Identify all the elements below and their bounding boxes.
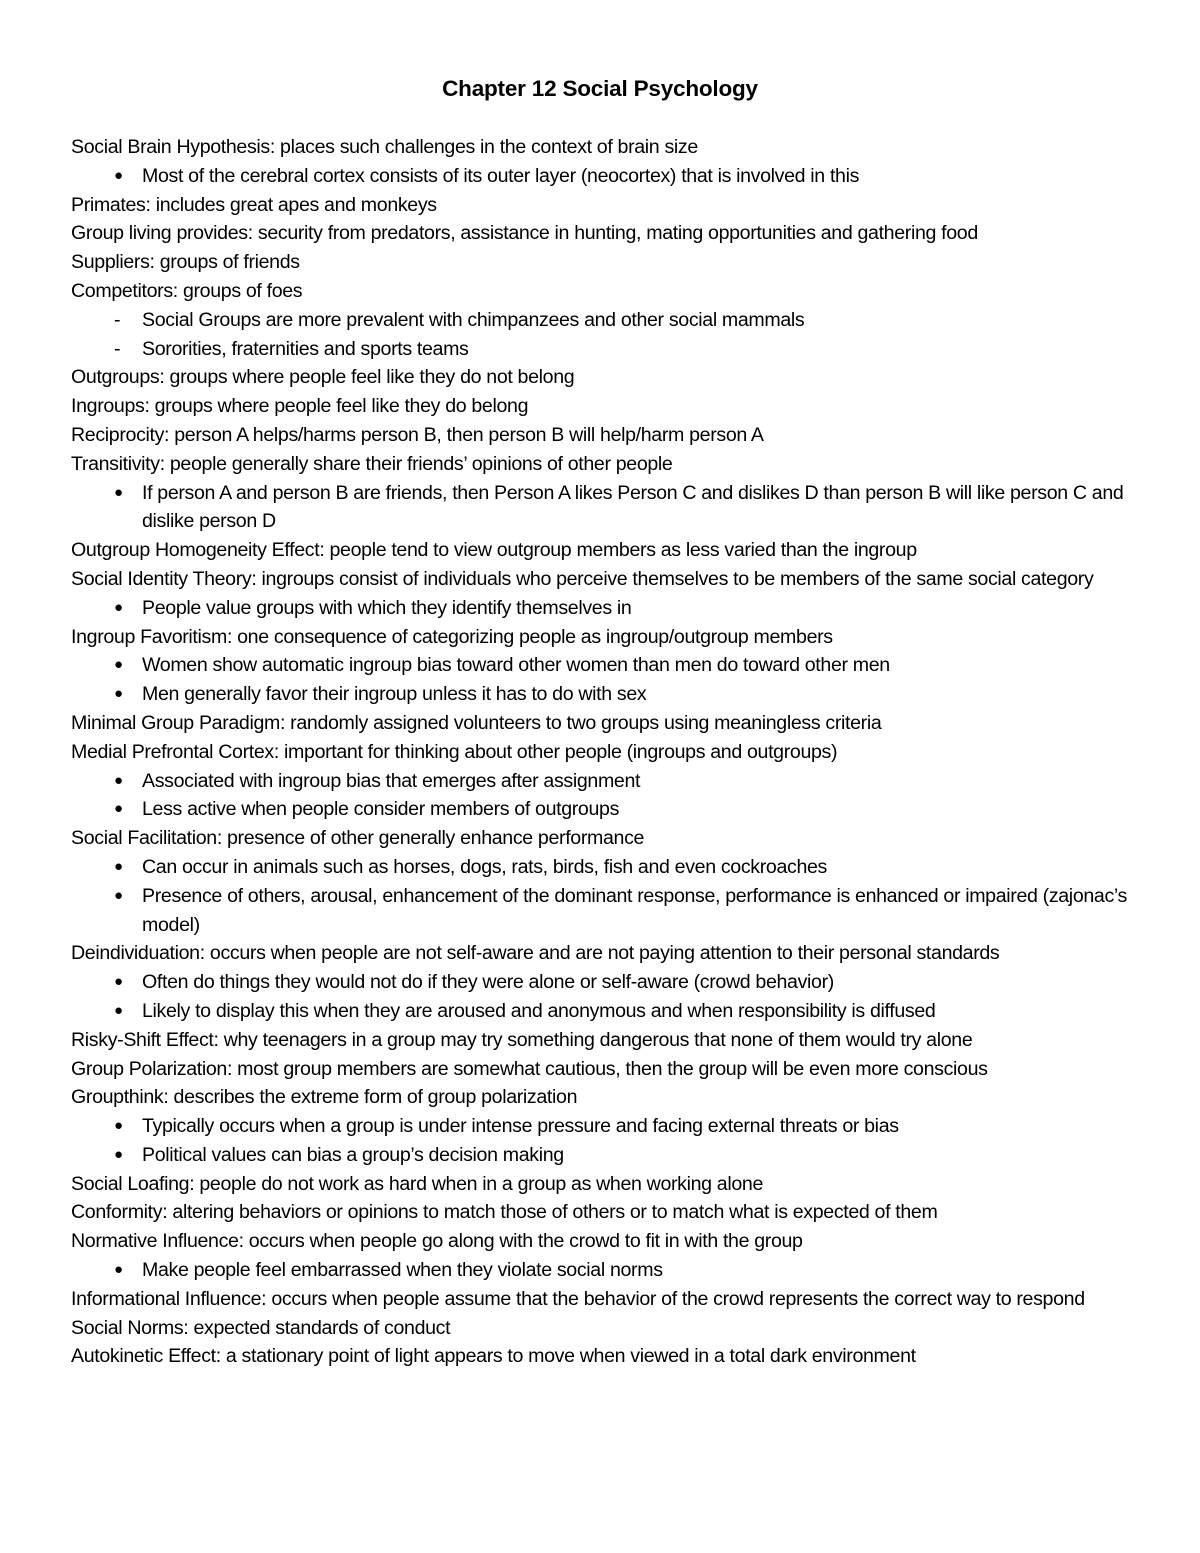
- bullet-marker: ●: [114, 886, 123, 904]
- note-line: [71, 191, 1131, 220]
- note-line: [71, 392, 1131, 421]
- bullet-item: [71, 162, 1131, 191]
- line-text: Competitors: groups of foes: [71, 279, 303, 302]
- note-line: [71, 824, 1131, 853]
- note-line: [71, 939, 1131, 968]
- line-text: People value groups with which they identify themselves in: [142, 596, 632, 619]
- note-line: [71, 219, 1131, 248]
- line-text: Men generally favor their ingroup unless it has to do with sex: [142, 683, 647, 706]
- line-text: Social Facilitation: presence of other generally enhance performance: [71, 827, 645, 850]
- line-text: Ingroup Favoritism: one consequence of categorizing people as ingroup/outgroup members: [71, 625, 833, 648]
- dash-item: [71, 306, 1131, 335]
- bullet-item: [71, 795, 1131, 824]
- note-line: [71, 1227, 1131, 1256]
- line-text: Reciprocity: person A helps/harms person B, then person B will help/harm person A: [71, 423, 764, 446]
- line-text: Typically occurs when a group is under intense pressure and facing external threats or bias: [142, 1115, 899, 1138]
- line-text: Ingroups: groups where people feel like they do belong: [71, 395, 529, 418]
- line-text: Political values can bias a group’s decision making: [142, 1143, 564, 1166]
- line-text: Minimal Group Paradigm: randomly assigned volunteers to two groups using meaningless criteria: [71, 711, 882, 734]
- line-text: Social Groups are more prevalent with chimpanzees and other social mammals: [142, 308, 805, 331]
- bullet-item: [71, 680, 1131, 709]
- note-line: [71, 133, 1131, 162]
- bullet-marker: ●: [114, 656, 123, 674]
- bullet-marker: ●: [114, 166, 123, 184]
- line-text: Social Brain Hypothesis: places such challenges in the context of brain size: [71, 136, 698, 158]
- line-text: Transitivity: people generally share their friends’ opinions of other people: [71, 452, 673, 475]
- line-text: Associated with ingroup bias that emerges after assignment: [142, 769, 641, 792]
- line-text: Risky-Shift Effect: why teenagers in a group may try something dangerous that none of them would try alone: [71, 1028, 973, 1051]
- line-text: Social Identity Theory: ingroups consist of individuals who perceive themselves to be members of the same social category: [71, 567, 1094, 590]
- line-text: Primates: includes great apes and monkeys: [71, 193, 437, 216]
- bullet-marker: ●: [114, 771, 123, 789]
- note-line: [71, 1083, 1131, 1112]
- line-text: Can occur in animals such as horses, dogs, rats, birds, fish and even cockroaches: [142, 855, 827, 878]
- notes-body: [71, 133, 1131, 1371]
- bullet-item: [71, 767, 1131, 796]
- line-text: Informational Influence: occurs when people assume that the behavior of the crowd represents the correct way to respond: [71, 1287, 1085, 1310]
- line-text: Autokinetic Effect: a stationary point of light appears to move when viewed in a total dark environment: [71, 1345, 916, 1368]
- note-line: [71, 738, 1131, 767]
- bullet-item: [71, 1112, 1131, 1141]
- note-line: [71, 363, 1131, 392]
- line-text: Medial Prefrontal Cortex: important for thinking about other people (ingroups and outgroups): [71, 740, 838, 763]
- line-text: Suppliers: groups of friends: [71, 251, 300, 274]
- dash-marker: -: [114, 337, 121, 360]
- bullet-marker: ●: [114, 685, 123, 703]
- line-text: Most of the cerebral cortex consists of its outer layer (neocortex) that is involved in this: [142, 164, 860, 187]
- bullet-item: [71, 1256, 1131, 1285]
- bullet-marker: ●: [114, 1261, 123, 1279]
- dash-item: [71, 335, 1131, 364]
- bullet-marker: ●: [114, 1145, 123, 1163]
- line-text: Likely to display this when they are aroused and anonymous and when responsibility is diffused: [142, 999, 936, 1022]
- line-text: Groupthink: describes the extreme form of group polarization: [71, 1086, 578, 1109]
- bullet-marker: ●: [114, 857, 123, 875]
- page-title: Chapter 12 Social Psychology: [442, 76, 758, 101]
- bullet-item: [71, 651, 1131, 680]
- note-line: [71, 1314, 1131, 1343]
- note-line: [71, 709, 1131, 738]
- bullet-marker: ●: [114, 598, 123, 616]
- bullet-marker: ●: [114, 1001, 123, 1019]
- note-line: [71, 1026, 1131, 1055]
- line-text: Presence of others, arousal, enhancement of the dominant response, performance is enhanced or impaired (zajonac’s model): [142, 884, 1127, 936]
- line-text: Outgroup Homogeneity Effect: people tend to view outgroup members as less varied than the ingroup: [71, 539, 917, 562]
- bullet-marker: ●: [114, 483, 123, 501]
- bullet-item: [71, 997, 1131, 1026]
- bullet-item: [71, 594, 1131, 623]
- bullet-item: [71, 1141, 1131, 1170]
- line-text: Make people feel embarrassed when they violate social norms: [142, 1259, 663, 1282]
- dash-marker: -: [114, 308, 121, 331]
- line-text: Normative Influence: occurs when people go along with the crowd to fit in with the group: [71, 1230, 803, 1253]
- bullet-marker: ●: [114, 800, 123, 818]
- line-text: Often do things they would not do if they were alone or self-aware (crowd behavior): [142, 971, 834, 994]
- note-line: [71, 565, 1131, 594]
- note-line: [71, 1342, 1131, 1371]
- note-line: [71, 277, 1131, 306]
- bullet-item: [71, 882, 1131, 940]
- line-text: If person A and person B are friends, then Person A likes Person C and dislikes D than person B will like person C and dislike person D: [142, 481, 1124, 533]
- line-text: Women show automatic ingroup bias toward other women than men do toward other men: [142, 654, 890, 677]
- line-text: Sororities, fraternities and sports teams: [142, 337, 469, 360]
- bullet-item: [71, 479, 1131, 537]
- line-text: Conformity: altering behaviors or opinions to match those of others or to match what is expected of them: [71, 1201, 938, 1224]
- bullet-marker: ●: [114, 973, 123, 991]
- line-text: Less active when people consider members of outgroups: [142, 798, 620, 821]
- bullet-marker: ●: [114, 1117, 123, 1135]
- note-line: [71, 1170, 1131, 1199]
- bullet-item: [71, 968, 1131, 997]
- note-line: [71, 1055, 1131, 1084]
- line-text: Social Norms: expected standards of conduct: [71, 1316, 451, 1339]
- note-line: [71, 248, 1131, 277]
- line-text: Group Polarization: most group members are somewhat cautious, then the group will be even more conscious: [71, 1057, 988, 1080]
- line-text: Deindividuation: occurs when people are not self-aware and are not paying attention to their personal standards: [71, 942, 1000, 965]
- line-text: Outgroups: groups where people feel like they do not belong: [71, 366, 575, 389]
- note-line: [71, 1198, 1131, 1227]
- note-line: [71, 1285, 1131, 1314]
- note-line: [71, 450, 1131, 479]
- note-line: [71, 536, 1131, 565]
- note-line: [71, 623, 1131, 652]
- note-line: [71, 421, 1131, 450]
- line-text: Group living provides: security from predators, assistance in hunting, mating opportunities and gathering food: [71, 222, 978, 245]
- bullet-item: [71, 853, 1131, 882]
- line-text: Social Loafing: people do not work as hard when in a group as when working alone: [71, 1172, 763, 1195]
